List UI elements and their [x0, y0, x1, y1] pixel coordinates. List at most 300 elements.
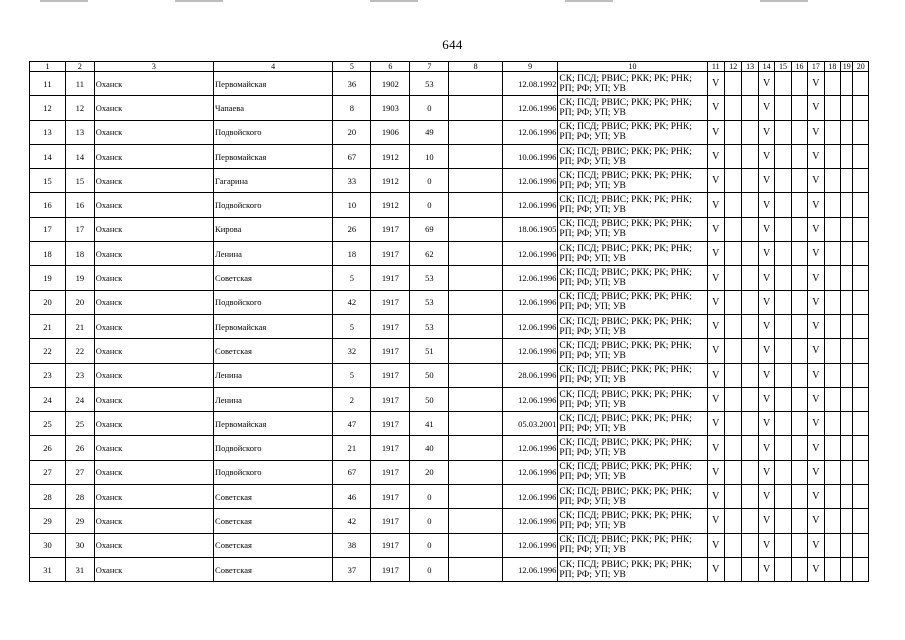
- table-row: [30, 412, 869, 436]
- mark-14: V: [758, 412, 774, 436]
- street-cell: Ленина: [214, 242, 333, 266]
- col8-cell: [449, 387, 502, 411]
- date-cell: 12.06.1996: [502, 193, 558, 217]
- mark-18: [824, 144, 840, 168]
- table-row: [30, 120, 869, 144]
- year-cell: 1917: [371, 363, 410, 387]
- mark-14: V: [758, 193, 774, 217]
- col8-cell: [449, 412, 502, 436]
- codes-cell: СК; ПСД; РВИС; РКК; РК; РНК; РП; РФ; УП; УВ: [558, 363, 707, 387]
- table-row: [30, 96, 869, 120]
- mark-18: [824, 193, 840, 217]
- date-cell: 12.06.1996: [502, 266, 558, 290]
- mark-16: [791, 144, 807, 168]
- date-cell: 12.06.1996: [502, 460, 558, 484]
- column-header-1: 1: [30, 62, 66, 72]
- mark-15: [775, 290, 791, 314]
- mark-18: [824, 485, 840, 509]
- mark-16: [791, 193, 807, 217]
- col8-cell: [449, 485, 502, 509]
- street-cell: Советская: [214, 339, 333, 363]
- mark-18: [824, 339, 840, 363]
- year-cell: 1917: [371, 217, 410, 241]
- codes-cell: СК; ПСД; РВИС; РКК; РК; РНК; РП; РФ; УП; УВ: [558, 290, 707, 314]
- col7-cell: 50: [410, 387, 449, 411]
- object-number: 12: [65, 96, 94, 120]
- col7-cell: 0: [410, 509, 449, 533]
- year-cell: 1917: [371, 412, 410, 436]
- mark-12: [724, 242, 741, 266]
- mark-18: [824, 436, 840, 460]
- column-header-10: 10: [558, 62, 707, 72]
- scan-edge-mark: [175, 0, 223, 2]
- mark-20: [853, 485, 869, 509]
- mark-12: [724, 72, 741, 96]
- row-number: 21: [30, 314, 66, 338]
- mark-20: [853, 120, 869, 144]
- mark-19: [841, 412, 853, 436]
- mark-18: [824, 169, 840, 193]
- street-cell: Первомайская: [214, 412, 333, 436]
- table-row: [30, 363, 869, 387]
- street-cell: Первомайская: [214, 72, 333, 96]
- mark-19: [841, 96, 853, 120]
- mark-11: V: [707, 290, 724, 314]
- mark-20: [853, 412, 869, 436]
- mark-12: [724, 266, 741, 290]
- mark-17: V: [808, 460, 824, 484]
- mark-16: [791, 217, 807, 241]
- house-number-cell: 67: [333, 460, 371, 484]
- mark-18: [824, 217, 840, 241]
- table-row: [30, 387, 869, 411]
- mark-17: V: [808, 96, 824, 120]
- scan-edge-mark: [565, 0, 613, 2]
- column-header-13: 13: [742, 62, 758, 72]
- mark-16: [791, 169, 807, 193]
- mark-18: [824, 266, 840, 290]
- col7-cell: 53: [410, 314, 449, 338]
- date-cell: 18.06.1905: [502, 217, 558, 241]
- mark-19: [841, 557, 853, 581]
- mark-15: [775, 557, 791, 581]
- col7-cell: 0: [410, 557, 449, 581]
- table-body: [30, 72, 869, 582]
- column-header-18: 18: [824, 62, 840, 72]
- mark-17: V: [808, 144, 824, 168]
- object-number: 26: [65, 436, 94, 460]
- mark-14: V: [758, 96, 774, 120]
- mark-18: [824, 557, 840, 581]
- mark-15: [775, 242, 791, 266]
- city-cell: Оханск: [94, 290, 213, 314]
- mark-19: [841, 217, 853, 241]
- column-header-20: 20: [853, 62, 869, 72]
- mark-16: [791, 460, 807, 484]
- year-cell: 1917: [371, 266, 410, 290]
- col7-cell: 49: [410, 120, 449, 144]
- house-number-cell: 2: [333, 387, 371, 411]
- mark-11: V: [707, 460, 724, 484]
- mark-13: [742, 144, 758, 168]
- table-header: [30, 62, 869, 72]
- mark-19: [841, 266, 853, 290]
- mark-11: V: [707, 339, 724, 363]
- date-cell: 12.06.1996: [502, 485, 558, 509]
- house-number-cell: 5: [333, 266, 371, 290]
- mark-20: [853, 363, 869, 387]
- mark-18: [824, 72, 840, 96]
- col8-cell: [449, 314, 502, 338]
- date-cell: 12.06.1996: [502, 436, 558, 460]
- mark-13: [742, 387, 758, 411]
- mark-12: [724, 169, 741, 193]
- mark-11: V: [707, 217, 724, 241]
- row-number: 13: [30, 120, 66, 144]
- city-cell: Оханск: [94, 96, 213, 120]
- table-row: [30, 169, 869, 193]
- mark-12: [724, 412, 741, 436]
- year-cell: 1917: [371, 387, 410, 411]
- city-cell: Оханск: [94, 217, 213, 241]
- page-number: 644: [442, 37, 463, 52]
- mark-18: [824, 412, 840, 436]
- mark-16: [791, 96, 807, 120]
- scan-edge-mark: [40, 0, 88, 2]
- city-cell: Оханск: [94, 363, 213, 387]
- mark-13: [742, 436, 758, 460]
- mark-17: V: [808, 193, 824, 217]
- mark-18: [824, 460, 840, 484]
- mark-17: V: [808, 412, 824, 436]
- mark-14: V: [758, 217, 774, 241]
- mark-15: [775, 314, 791, 338]
- mark-14: V: [758, 290, 774, 314]
- col8-cell: [449, 290, 502, 314]
- street-cell: Ленина: [214, 363, 333, 387]
- col8-cell: [449, 436, 502, 460]
- col8-cell: [449, 363, 502, 387]
- mark-14: V: [758, 266, 774, 290]
- mark-19: [841, 144, 853, 168]
- col8-cell: [449, 557, 502, 581]
- mark-14: V: [758, 460, 774, 484]
- year-cell: 1917: [371, 436, 410, 460]
- row-number: 20: [30, 290, 66, 314]
- col7-cell: 0: [410, 96, 449, 120]
- row-number: 27: [30, 460, 66, 484]
- house-number-cell: 42: [333, 290, 371, 314]
- mark-13: [742, 266, 758, 290]
- mark-19: [841, 363, 853, 387]
- mark-13: [742, 242, 758, 266]
- mark-12: [724, 217, 741, 241]
- col7-cell: 53: [410, 266, 449, 290]
- mark-16: [791, 120, 807, 144]
- object-number: 15: [65, 169, 94, 193]
- column-header-11: 11: [707, 62, 724, 72]
- row-number: 12: [30, 96, 66, 120]
- table-row: [30, 460, 869, 484]
- column-header-14: 14: [758, 62, 774, 72]
- column-header-6: 6: [371, 62, 410, 72]
- mark-17: V: [808, 339, 824, 363]
- mark-13: [742, 169, 758, 193]
- mark-15: [775, 533, 791, 557]
- object-number: 21: [65, 314, 94, 338]
- street-cell: Первомайская: [214, 314, 333, 338]
- col7-cell: 62: [410, 242, 449, 266]
- col8-cell: [449, 169, 502, 193]
- date-cell: 12.06.1996: [502, 242, 558, 266]
- mark-12: [724, 387, 741, 411]
- mark-17: V: [808, 509, 824, 533]
- mark-19: [841, 120, 853, 144]
- mark-20: [853, 217, 869, 241]
- house-number-cell: 26: [333, 217, 371, 241]
- mark-15: [775, 509, 791, 533]
- mark-17: V: [808, 72, 824, 96]
- house-number-cell: 46: [333, 485, 371, 509]
- col7-cell: 0: [410, 533, 449, 557]
- mark-20: [853, 387, 869, 411]
- mark-20: [853, 72, 869, 96]
- mark-13: [742, 120, 758, 144]
- table-row: [30, 557, 869, 581]
- codes-cell: СК; ПСД; РВИС; РКК; РК; РНК; РП; РФ; УП; УВ: [558, 96, 707, 120]
- mark-19: [841, 169, 853, 193]
- mark-13: [742, 72, 758, 96]
- city-cell: Оханск: [94, 72, 213, 96]
- mark-17: V: [808, 217, 824, 241]
- mark-20: [853, 509, 869, 533]
- col8-cell: [449, 217, 502, 241]
- mark-11: V: [707, 509, 724, 533]
- house-number-cell: 42: [333, 509, 371, 533]
- object-number: 13: [65, 120, 94, 144]
- mark-20: [853, 242, 869, 266]
- column-header-7: 7: [410, 62, 449, 72]
- date-cell: 05.03.2001: [502, 412, 558, 436]
- mark-14: V: [758, 533, 774, 557]
- mark-15: [775, 436, 791, 460]
- mark-17: V: [808, 436, 824, 460]
- city-cell: Оханск: [94, 460, 213, 484]
- column-header-5: 5: [333, 62, 371, 72]
- table-row: [30, 217, 869, 241]
- object-number: 18: [65, 242, 94, 266]
- object-number: 20: [65, 290, 94, 314]
- date-cell: 12.06.1996: [502, 509, 558, 533]
- col7-cell: 50: [410, 363, 449, 387]
- street-cell: Советская: [214, 509, 333, 533]
- column-header-15: 15: [775, 62, 791, 72]
- codes-cell: СК; ПСД; РВИС; РКК; РК; РНК; РП; РФ; УП; УВ: [558, 314, 707, 338]
- mark-20: [853, 533, 869, 557]
- mark-20: [853, 96, 869, 120]
- column-header-16: 16: [791, 62, 807, 72]
- mark-11: V: [707, 412, 724, 436]
- object-number: 11: [65, 72, 94, 96]
- street-cell: Советская: [214, 266, 333, 290]
- mark-11: V: [707, 96, 724, 120]
- table-row: [30, 533, 869, 557]
- mark-15: [775, 144, 791, 168]
- table-row: [30, 485, 869, 509]
- city-cell: Оханск: [94, 242, 213, 266]
- mark-16: [791, 72, 807, 96]
- row-number: 31: [30, 557, 66, 581]
- codes-cell: СК; ПСД; РВИС; РКК; РК; РНК; РП; РФ; УП; УВ: [558, 242, 707, 266]
- row-number: 16: [30, 193, 66, 217]
- table-row: [30, 242, 869, 266]
- mark-12: [724, 460, 741, 484]
- codes-cell: СК; ПСД; РВИС; РКК; РК; РНК; РП; РФ; УП; УВ: [558, 193, 707, 217]
- house-number-cell: 21: [333, 436, 371, 460]
- mark-17: V: [808, 169, 824, 193]
- mark-14: V: [758, 72, 774, 96]
- mark-12: [724, 339, 741, 363]
- row-number: 11: [30, 72, 66, 96]
- codes-cell: СК; ПСД; РВИС; РКК; РК; РНК; РП; РФ; УП; УВ: [558, 436, 707, 460]
- city-cell: Оханск: [94, 169, 213, 193]
- date-cell: 12.06.1996: [502, 314, 558, 338]
- mark-19: [841, 242, 853, 266]
- house-number-cell: 67: [333, 144, 371, 168]
- column-header-19: 19: [841, 62, 853, 72]
- mark-17: V: [808, 485, 824, 509]
- object-number: 29: [65, 509, 94, 533]
- house-number-cell: 36: [333, 72, 371, 96]
- mark-16: [791, 387, 807, 411]
- mark-20: [853, 314, 869, 338]
- mark-19: [841, 436, 853, 460]
- house-number-cell: 20: [333, 120, 371, 144]
- table-row: [30, 144, 869, 168]
- mark-12: [724, 144, 741, 168]
- street-cell: Ленина: [214, 387, 333, 411]
- mark-17: V: [808, 557, 824, 581]
- mark-14: V: [758, 436, 774, 460]
- mark-15: [775, 72, 791, 96]
- object-number: 30: [65, 533, 94, 557]
- mark-14: V: [758, 387, 774, 411]
- col8-cell: [449, 96, 502, 120]
- mark-13: [742, 485, 758, 509]
- col7-cell: 69: [410, 217, 449, 241]
- object-number: 23: [65, 363, 94, 387]
- date-cell: 10.06.1996: [502, 144, 558, 168]
- city-cell: Оханск: [94, 557, 213, 581]
- mark-20: [853, 557, 869, 581]
- scan-edge-mark: [760, 0, 808, 2]
- mark-13: [742, 217, 758, 241]
- mark-16: [791, 242, 807, 266]
- street-cell: Подвойского: [214, 460, 333, 484]
- mark-18: [824, 120, 840, 144]
- year-cell: 1917: [371, 460, 410, 484]
- row-number: 15: [30, 169, 66, 193]
- mark-12: [724, 120, 741, 144]
- codes-cell: СК; ПСД; РВИС; РКК; РК; РНК; РП; РФ; УП; УВ: [558, 509, 707, 533]
- mark-15: [775, 485, 791, 509]
- city-cell: Оханск: [94, 436, 213, 460]
- object-number: 28: [65, 485, 94, 509]
- object-number: 22: [65, 339, 94, 363]
- street-cell: Подвойского: [214, 436, 333, 460]
- mark-12: [724, 96, 741, 120]
- street-cell: Подвойского: [214, 120, 333, 144]
- mark-16: [791, 485, 807, 509]
- mark-12: [724, 363, 741, 387]
- street-cell: Подвойского: [214, 290, 333, 314]
- mark-16: [791, 436, 807, 460]
- mark-14: V: [758, 557, 774, 581]
- mark-20: [853, 266, 869, 290]
- mark-20: [853, 460, 869, 484]
- col8-cell: [449, 193, 502, 217]
- mark-17: V: [808, 533, 824, 557]
- street-cell: Гагарина: [214, 169, 333, 193]
- table-row: [30, 436, 869, 460]
- city-cell: Оханск: [94, 314, 213, 338]
- date-cell: 12.06.1996: [502, 557, 558, 581]
- col8-cell: [449, 266, 502, 290]
- house-number-cell: 8: [333, 96, 371, 120]
- mark-19: [841, 485, 853, 509]
- date-cell: 12.06.1996: [502, 169, 558, 193]
- scan-edge-mark: [370, 0, 418, 2]
- col8-cell: [449, 460, 502, 484]
- mark-11: V: [707, 266, 724, 290]
- year-cell: 1902: [371, 72, 410, 96]
- street-cell: Советская: [214, 533, 333, 557]
- house-number-cell: 38: [333, 533, 371, 557]
- object-number: 31: [65, 557, 94, 581]
- mark-16: [791, 412, 807, 436]
- mark-14: V: [758, 509, 774, 533]
- house-number-cell: 18: [333, 242, 371, 266]
- col8-cell: [449, 339, 502, 363]
- mark-12: [724, 533, 741, 557]
- mark-14: V: [758, 242, 774, 266]
- street-cell: Подвойского: [214, 193, 333, 217]
- codes-cell: СК; ПСД; РВИС; РКК; РК; РНК; РП; РФ; УП; УВ: [558, 387, 707, 411]
- column-header-9: 9: [502, 62, 558, 72]
- mark-19: [841, 193, 853, 217]
- mark-11: V: [707, 533, 724, 557]
- table-row: [30, 72, 869, 96]
- table-row: [30, 339, 869, 363]
- column-header-17: 17: [808, 62, 824, 72]
- house-number-cell: 5: [333, 314, 371, 338]
- mark-16: [791, 509, 807, 533]
- object-number: 19: [65, 266, 94, 290]
- mark-11: V: [707, 242, 724, 266]
- year-cell: 1912: [371, 144, 410, 168]
- mark-17: V: [808, 120, 824, 144]
- col7-cell: 10: [410, 144, 449, 168]
- date-cell: 12.08.1992: [502, 72, 558, 96]
- year-cell: 1917: [371, 242, 410, 266]
- mark-17: V: [808, 314, 824, 338]
- city-cell: Оханск: [94, 485, 213, 509]
- row-number: 26: [30, 436, 66, 460]
- date-cell: 12.06.1996: [502, 290, 558, 314]
- col8-cell: [449, 533, 502, 557]
- col8-cell: [449, 120, 502, 144]
- column-header-2: 2: [65, 62, 94, 72]
